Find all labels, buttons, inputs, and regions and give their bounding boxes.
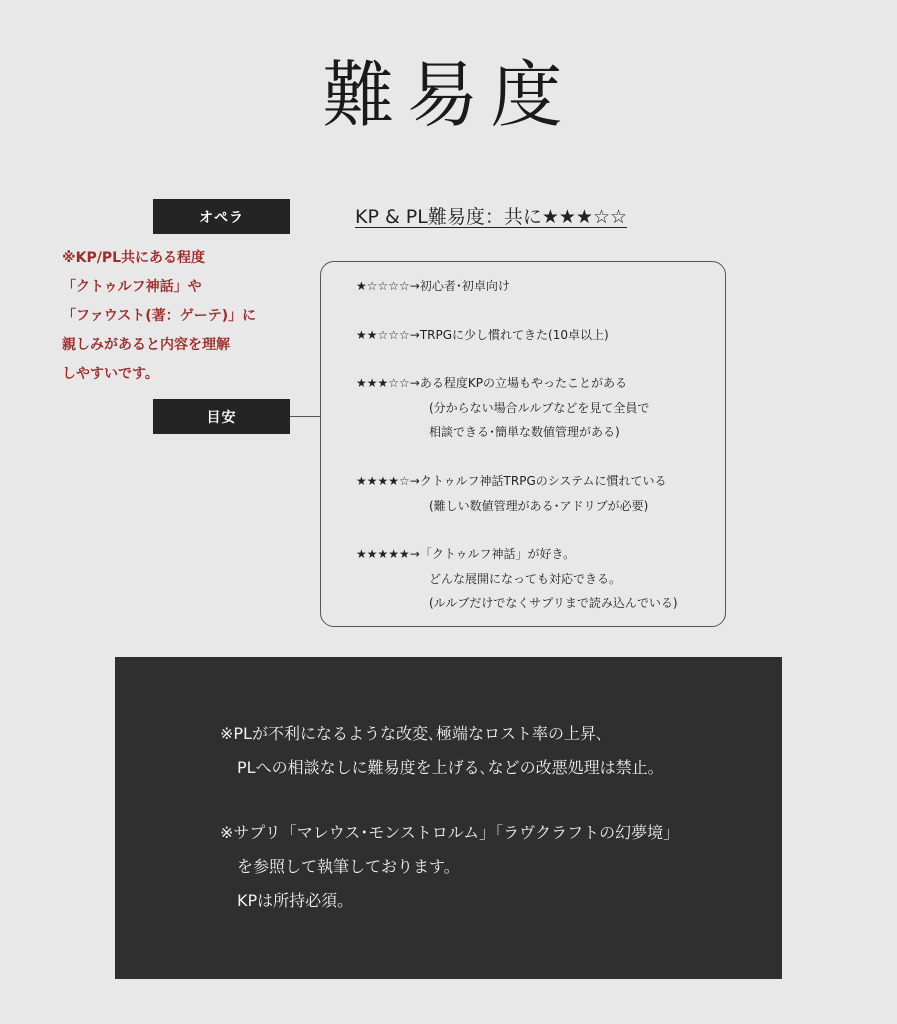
- notice-supplement: [220, 816, 679, 918]
- guide-continuation: (分からない場合ルルブなどを見て全員で: [429, 400, 650, 415]
- notice-line: ※サプリ「マレウス･モンストロルム」「ラヴクラフトの幻夢境」: [220, 823, 680, 842]
- guide-entry-4: [356, 469, 667, 518]
- guide-line: ★★★★☆→クトゥルフ神話TRPGのシステムに慣れている: [356, 474, 667, 488]
- guide-entry-1: [356, 274, 510, 299]
- connector-line: [290, 416, 321, 417]
- notice-line: KPは所持必須。: [237, 891, 354, 910]
- guide-continuation: (難しい数値管理がある･アドリブが必要): [429, 498, 649, 513]
- note-line: 「クトゥルフ神話」や: [62, 279, 202, 295]
- guide-entry-5: [356, 542, 678, 616]
- guide-continuation: (ルルブだけでなくサプリまで読み込んでいる): [429, 596, 678, 610]
- guide-line: ★★★★★→「クトゥルフ神話」が好き。: [356, 547, 576, 561]
- note-line: 「ファウスト(著：ゲーテ)」に: [62, 308, 257, 324]
- difficulty-heading: KP & PL難易度：共に★★★☆☆: [355, 206, 628, 228]
- notice-line: PLへの相談なしに難易度を上げる､などの改悪処理は禁止。: [237, 758, 664, 777]
- notice-line: ※PLが不利になるような改変､極端なロスト率の上昇､: [220, 724, 604, 743]
- guide-entry-2: [356, 323, 609, 348]
- guide-entry-3: [356, 371, 649, 445]
- note-line: 親しみがあると内容を理解: [62, 337, 230, 353]
- note-line: ※KP/PL共にある程度: [62, 250, 206, 266]
- guide-continuation: どんな展開になっても対応できる。: [429, 571, 622, 586]
- guide-line: ★★★☆☆→ある程度KPの立場もやったことがある: [356, 376, 627, 390]
- opera-label: オペラ: [153, 199, 290, 234]
- guide-line: ★★☆☆☆→TRPGに少し慣れてきた(10卓以上): [356, 328, 609, 342]
- prerequisite-note: [62, 244, 256, 389]
- notice-line: を参照して執筆しております。: [237, 857, 460, 876]
- guideline-label: 目安: [153, 399, 290, 434]
- guide-line: ★☆☆☆☆→初心者･初卓向け: [356, 279, 510, 293]
- guide-continuation: 相談できる･簡単な数値管理がある): [429, 425, 620, 439]
- note-line: しやすいです。: [62, 366, 159, 382]
- page-title: 難易度: [322, 53, 575, 137]
- notice-rule: [220, 717, 664, 785]
